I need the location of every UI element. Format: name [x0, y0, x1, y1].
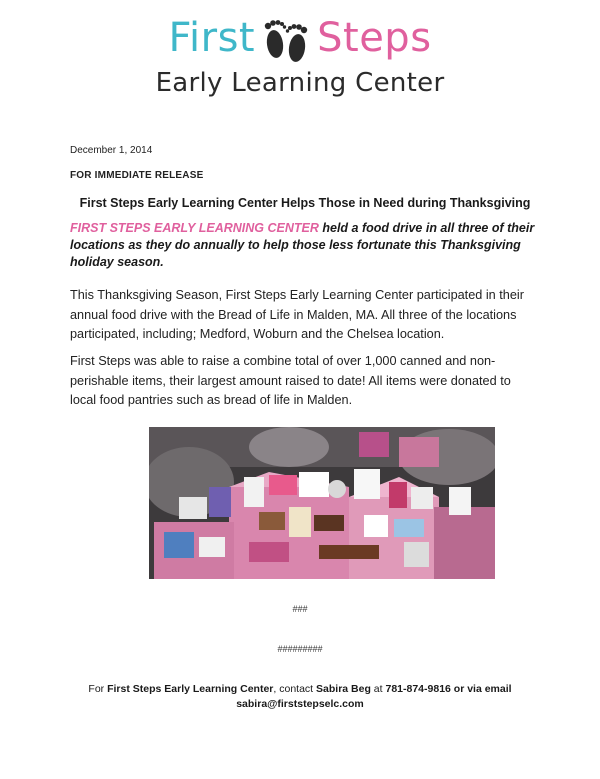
lead-text: held a food drive in all three of their locations as they do annually to help those less fortunate this Thanksgiving holiday season.: [70, 221, 535, 269]
food-drive-photo: [149, 427, 495, 579]
lead-org-name: FIRST STEPS EARLY LEARNING CENTER: [70, 221, 319, 235]
release-label: FOR IMMEDIATE RELEASE: [70, 170, 204, 181]
logo-subtitle: Early Learning Center: [155, 68, 445, 98]
logo: [0, 10, 600, 98]
logo-first-text: First: [168, 15, 256, 61]
contact-org: First Steps Early Learning Center: [107, 683, 274, 695]
contact-name: Sabira Beg: [316, 683, 371, 695]
body-paragraph-2: First Steps was able to raise a combine total of over 1,000 canned and non-perishable items, their largest amount raised to date! All items were donated to local food pantries such as bread of life in Malden.: [70, 354, 511, 407]
contact-mid: , contact: [273, 683, 314, 695]
baby-feet-icon: [257, 12, 315, 64]
separator-long: #########: [277, 644, 323, 654]
contact-info: [60, 682, 540, 712]
donated-food-boxes-image: [149, 427, 495, 579]
logo-wordmark: [0, 10, 600, 66]
lead-paragraph: [70, 220, 540, 271]
contact-email: sabira@firststepselc.com: [236, 698, 364, 710]
headline: First Steps Early Learning Center Helps Those in Need during Thanksgiving: [79, 196, 531, 210]
separator-short: ###: [292, 604, 308, 614]
contact-phone: 781-874-9816 or via email: [385, 683, 512, 695]
body-paragraph-1: This Thanksgiving Season, First Steps Early Learning Center participated in their annual food drive with the Bread of Life in Malden, MA. All three of the locations participated, including; Medford, Woburn and the Chelsea location.: [70, 288, 524, 341]
release-date: December 1, 2014: [70, 145, 153, 156]
contact-at: at: [373, 683, 383, 695]
contact-prefix: For: [88, 683, 105, 695]
logo-steps-text: Steps: [317, 15, 432, 61]
